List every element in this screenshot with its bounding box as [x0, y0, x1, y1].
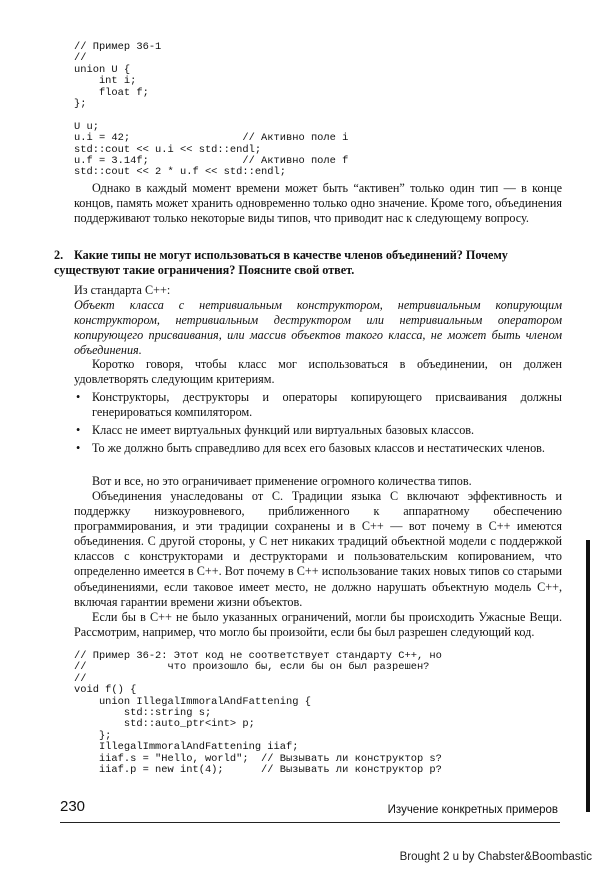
- paragraph-c-heritage: Объединения унаследованы от С. Традиции языка С включают эффективность и поддержку низкоуровневого, приближенного к аппаратному обеспечению программирования, и эти традиции сохранены и в С++ — вот почему в С++ имеются объединения. С другой стороны, у С нет никаких традиций объектной модели с поддержкой классов с конструкторами и деструкторами и пользовательским копированием, что определенно имеется в С++. Вот почему в С++ использование таких новых типов со старыми объединениями, если таковое имеет место, не должно нарушать объектную модель С++, включая гарантии времени жизни объектов.: [74, 489, 562, 609]
- quote-intro: Из стандарта С++:: [74, 283, 171, 297]
- bullet-icon: •: [76, 390, 81, 404]
- paragraph-terrible-things: Если бы в С++ не было указанных ограничений, могли бы происходить Ужасные Вещи. Рассмотрим, например, что могло бы произойти, если бы был разрешен следующий код.: [74, 610, 562, 640]
- question-heading: [54, 248, 562, 278]
- standard-quote: Объект класса с нетривиальным конструктором, нетривиальным копирующим конструктором, нетривиальным деструктором или нетривиальным оператором копирующего присваивания, или массив объектов такого класса, не может быть членом объединения.: [74, 298, 562, 358]
- paragraph-criteria: Коротко говоря, чтобы класс мог использоваться в объединении, он должен удовлетворять следующим критериям.: [74, 357, 562, 387]
- credit-watermark: Brought 2 u by Chabster&Boombastic: [399, 851, 592, 863]
- page-number: 230: [60, 798, 86, 815]
- running-footer-title: Изучение конкретных примеров: [387, 804, 558, 816]
- code-example-36-2: // Пример 36-2: Этот код не соответствует стандарту С++, но // что произошло бы, если бы он был разрешен? // void f() { union IllegalImmoralAndFattening { std::string s; std::auto_ptr<int> p; }; IllegalImmoralAndFattening iiaf; iiaf.s = "Hello, world"; // Вызывать ли конструктор s? iiaf.p = new int(4); // Вызывать ли конструктор p?: [74, 650, 442, 777]
- bullet-icon: •: [76, 441, 81, 456]
- list-item-text: То же должно быть справедливо для всех его базовых классов и нестатических членов.: [92, 441, 545, 456]
- criteria-list: [74, 390, 562, 459]
- question-text: Какие типы не могут использоваться в качестве членов объединений? Почему существуют такие ограничения? Поясните свой ответ.: [54, 248, 508, 277]
- question-number: 2.: [54, 248, 64, 262]
- list-item: [74, 423, 562, 438]
- list-item-text: Класс не имеет виртуальных функций или виртуальных базовых классов.: [92, 423, 475, 438]
- code-example-36-1: // Пример 36-1 // union U { int i; float f; }; U u; u.i = 42; // Активно поле i std::cout << u.i << std::endl; u.f = 3.14f; // Активно поле f std::cout << 2 * u.f << std::endl;: [74, 41, 349, 179]
- bullet-icon: •: [76, 423, 81, 438]
- list-item-text: Конструкторы, деструкторы и операторы копирующего присваивания должны генерироваться компилятором.: [92, 390, 562, 420]
- paragraph-limits: Вот и все, но это ограничивает применение огромного количества типов.: [92, 474, 472, 488]
- paragraph-active-type: Однако в каждый момент времени может быть “активен” только один тип — в конце концов, память может хранить одновременно только одно значение. Кроме того, объединения поддерживают только некоторые виды типов, что приводит нас к следующему вопросу.: [74, 181, 562, 226]
- footer-divider: [60, 822, 560, 823]
- list-item: [74, 441, 562, 456]
- list-item: [74, 390, 562, 420]
- margin-thumb-tab: [586, 540, 590, 812]
